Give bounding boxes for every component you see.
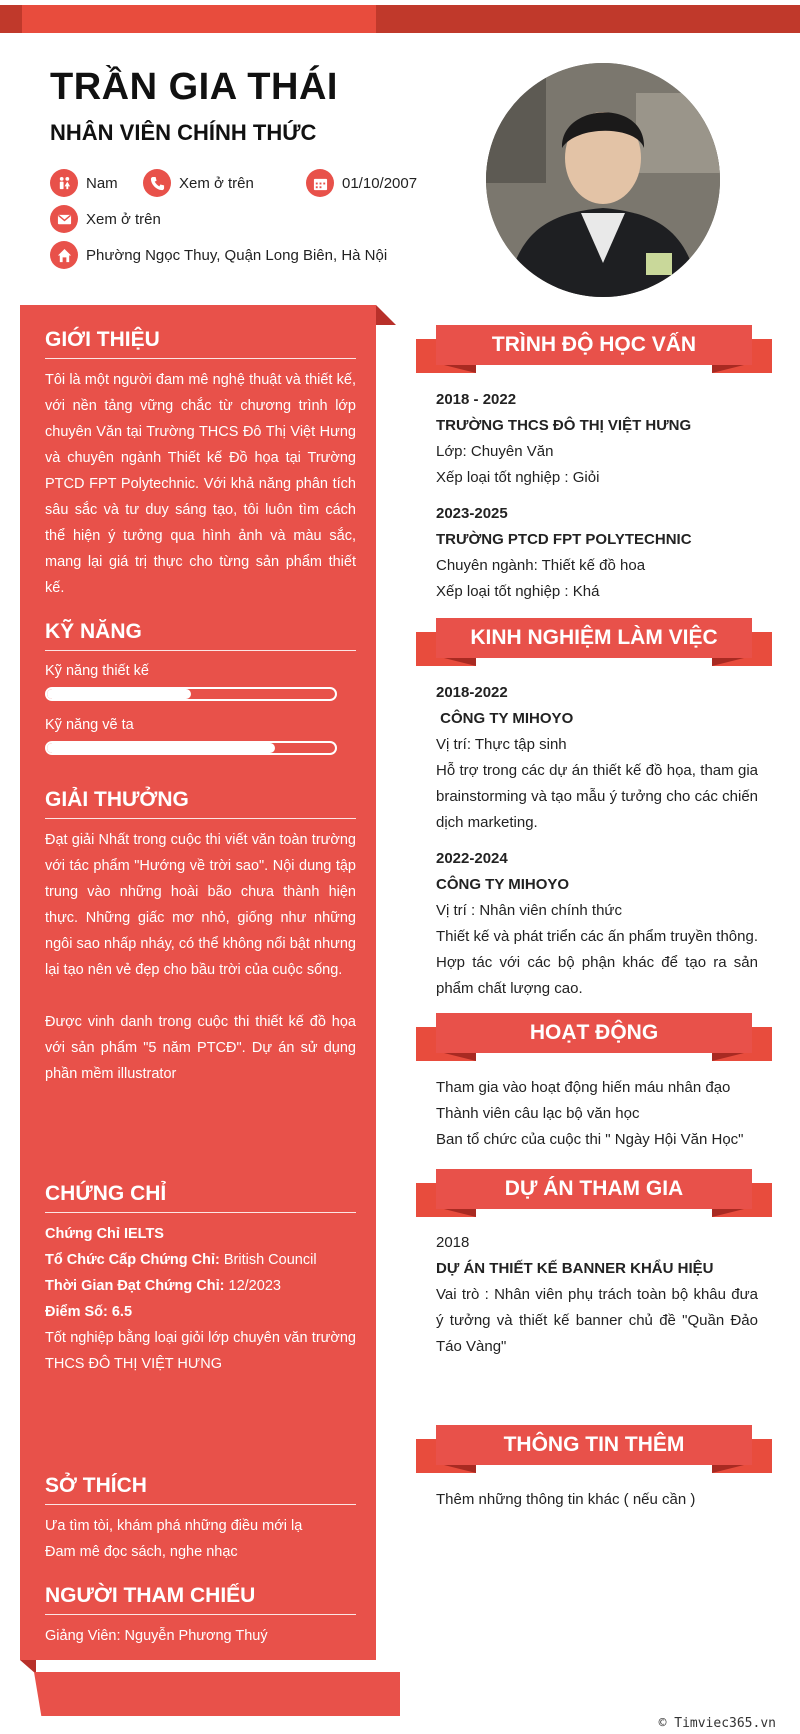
exp-position: Vị trí: Thực tập sinh bbox=[436, 736, 567, 753]
cert-name: Chứng Chỉ IELTS bbox=[45, 1226, 164, 1242]
education-entry bbox=[436, 387, 758, 491]
certs-section bbox=[45, 1182, 356, 1377]
hobby-item: Ưa tìm tòi, khám phá những điều mới lạ bbox=[45, 1518, 303, 1534]
exp-company: CÔNG TY MIHOYO bbox=[436, 876, 570, 893]
gender-icon bbox=[50, 169, 78, 197]
address-value: Phường Ngọc Thuy, Quận Long Biên, Hà Nội bbox=[86, 246, 388, 264]
skill-label: Kỹ năng vẽ ta bbox=[45, 717, 134, 733]
cert-date-label: Thời Gian Đạt Chứng Chỉ: bbox=[45, 1278, 225, 1294]
cert-issuer-label: Tổ Chức Cấp Chứng Chỉ: bbox=[45, 1252, 220, 1268]
cert-date bbox=[45, 1273, 356, 1299]
skills-heading: KỸ NĂNG bbox=[45, 620, 356, 651]
edu-years: 2023-2025 bbox=[436, 505, 508, 522]
address-info bbox=[50, 241, 387, 269]
skills-section bbox=[45, 620, 356, 755]
top-bar bbox=[0, 5, 800, 33]
project-entry bbox=[436, 1230, 758, 1360]
edu-years: 2018 - 2022 bbox=[436, 391, 517, 408]
project-name: DỰ ÁN THIẾT KẾ BANNER KHẨU HIỆU bbox=[436, 1260, 714, 1277]
activity-item: Ban tổ chức của cuộc thi " Ngày Hội Văn Học" bbox=[436, 1131, 744, 1148]
skill-fill bbox=[47, 743, 275, 753]
exp-years: 2018-2022 bbox=[436, 684, 508, 701]
edu-school: TRƯỜNG PTCD FPT POLYTECHNIC bbox=[436, 531, 692, 548]
profile-photo bbox=[486, 63, 720, 297]
edu-line: Xếp loại tốt nghiệp : Khá bbox=[436, 583, 600, 600]
phone-icon bbox=[143, 169, 171, 197]
activities-ribbon bbox=[416, 1013, 772, 1065]
extra-heading: THÔNG TIN THÊM bbox=[436, 1425, 752, 1465]
phone-value: Xem ở trên bbox=[179, 174, 254, 192]
intro-section bbox=[45, 328, 356, 601]
extra-text: Thêm những thông tin khác ( nếu cần ) bbox=[436, 1491, 696, 1508]
education-entry bbox=[436, 501, 758, 605]
intro-heading: GIỚI THIỆU bbox=[45, 328, 356, 359]
gender-value: Nam bbox=[86, 174, 118, 192]
activity-item: Thành viên câu lạc bộ văn học bbox=[436, 1105, 640, 1122]
project-year: 2018 bbox=[436, 1234, 470, 1251]
experience-entry bbox=[436, 846, 758, 1002]
projects-ribbon bbox=[416, 1169, 772, 1221]
hobbies-section bbox=[45, 1474, 356, 1565]
email-value: Xem ở trên bbox=[86, 210, 161, 228]
sidebar-foot-fold bbox=[20, 1660, 36, 1674]
projects-heading: DỰ ÁN THAM GIA bbox=[436, 1169, 752, 1209]
exp-desc: Hỗ trợ trong các dự án thiết kế đồ họa, tham gia brainstorming và tạo mẫu ý tưởng cho các chiến dịch marketing. bbox=[436, 762, 758, 831]
candidate-title: NHÂN VIÊN CHÍNH THỨC bbox=[50, 120, 317, 145]
cert-note: Tốt nghiệp bằng loại giỏi lớp chuyên văn trường THCS ĐÔ THỊ VIỆT HƯNG bbox=[45, 1330, 356, 1372]
sidebar-fold bbox=[376, 305, 396, 325]
award-text: Đạt giải Nhất trong cuộc thi viết văn toàn trường với tác phẩm "Hướng về trời sao". Nội dung tập trung vào những hoài bão chưa thành hiện thực. Những giấc mơ nhỏ, giống như những ngôi sao nhấp nháy, có thể không nổi bật nhưng lại tạo nên vẻ đẹp cho bầu trời của cuộc sống. bbox=[45, 832, 356, 978]
experience-ribbon bbox=[416, 618, 772, 670]
education-ribbon bbox=[416, 325, 772, 377]
activities-list bbox=[436, 1075, 758, 1153]
project-desc: Vai trò : Nhân viên phụ trách toàn bộ khâu đưa ý tưởng và thiết kế banner chủ đề "Quần Đảo Táo Vàng" bbox=[436, 1286, 758, 1355]
edu-line: Lớp: Chuyên Văn bbox=[436, 443, 554, 460]
awards-section bbox=[45, 788, 356, 1087]
dob-value: 01/10/2007 bbox=[342, 174, 418, 192]
education-heading: TRÌNH ĐỘ HỌC VẤN bbox=[436, 325, 752, 365]
skill-label: Kỹ năng thiết kế bbox=[45, 663, 149, 679]
dob-info bbox=[306, 169, 417, 197]
cert-issuer bbox=[45, 1247, 356, 1273]
intro-text: Tôi là một người đam mê nghệ thuật và thiết kế, với nền tảng vững chắc từ chương trình lớp chuyên Văn tại Trường THCS Đô Thị Việt Hưng và chuyên ngành Thiết kế Đồ họa tại Trường PTCD FPT Polytechnic. Với khả năng phân tích sâu sắc và tư duy sáng tạo, tôi luôn tìm cách thể hiện ý tưởng qua hình ảnh và màu sắc, mang lại giá trị thực cho từng sản phẩm thiết kế. bbox=[45, 372, 356, 596]
reference-section bbox=[45, 1584, 356, 1649]
email-info bbox=[50, 205, 161, 233]
candidate-name: TRẦN GIA THÁI bbox=[50, 66, 338, 108]
reference-text: Giảng Viên: Nguyễn Phương Thuý bbox=[45, 1628, 268, 1644]
cert-score: Điểm Số: 6.5 bbox=[45, 1304, 133, 1320]
cert-date-value: 12/2023 bbox=[224, 1278, 281, 1294]
activities-heading: HOẠT ĐỘNG bbox=[436, 1013, 752, 1053]
top-bar-accent bbox=[22, 5, 376, 33]
extra-entry bbox=[436, 1487, 758, 1513]
experience-heading: KINH NGHIỆM LÀM VIỆC bbox=[436, 618, 752, 658]
reference-heading: NGƯỜI THAM CHIẾU bbox=[45, 1584, 356, 1615]
cert-issuer-value: British Council bbox=[219, 1252, 317, 1268]
home-icon bbox=[50, 241, 78, 269]
experience-entry bbox=[436, 680, 758, 836]
exp-position: Vị trí : Nhân viên chính thức bbox=[436, 902, 622, 919]
phone-info bbox=[143, 169, 254, 197]
extra-ribbon bbox=[416, 1425, 772, 1477]
gender-info bbox=[50, 169, 118, 197]
sidebar-foot bbox=[34, 1672, 400, 1716]
skill-bar bbox=[45, 741, 337, 755]
edu-line: Chuyên ngành: Thiết kế đồ hoa bbox=[436, 557, 646, 574]
skill-bar bbox=[45, 687, 337, 701]
certs-heading: CHỨNG CHỈ bbox=[45, 1182, 356, 1213]
award-text: Được vinh danh trong cuộc thi thiết kế đồ họa với sản phẩm "5 năm PTCĐ". Dự án sử dụng phần mềm illustrator bbox=[45, 1014, 356, 1082]
activity-item: Tham gia vào hoạt động hiến máu nhân đạo bbox=[436, 1079, 731, 1096]
edu-school: TRƯỜNG THCS ĐÔ THỊ VIỆT HƯNG bbox=[436, 417, 692, 434]
exp-company: CÔNG TY MIHOYO bbox=[436, 710, 574, 727]
calendar-icon bbox=[306, 169, 334, 197]
exp-desc: Thiết kế và phát triển các ấn phẩm truyền thông. Hợp tác với các bộ phận khác để tạo ra sản phẩm chất lượng cao. bbox=[436, 928, 758, 997]
hobby-item: Đam mê đọc sách, nghe nhạc bbox=[45, 1544, 238, 1560]
awards-heading: GIẢI THƯỞNG bbox=[45, 788, 356, 819]
footer-credit: © Timviec365.vn bbox=[658, 1716, 776, 1731]
skill-fill bbox=[47, 689, 191, 699]
email-icon bbox=[50, 205, 78, 233]
exp-years: 2022-2024 bbox=[436, 850, 508, 867]
edu-line: Xếp loại tốt nghiệp : Giỏi bbox=[436, 469, 600, 486]
hobbies-heading: SỞ THÍCH bbox=[45, 1474, 356, 1505]
